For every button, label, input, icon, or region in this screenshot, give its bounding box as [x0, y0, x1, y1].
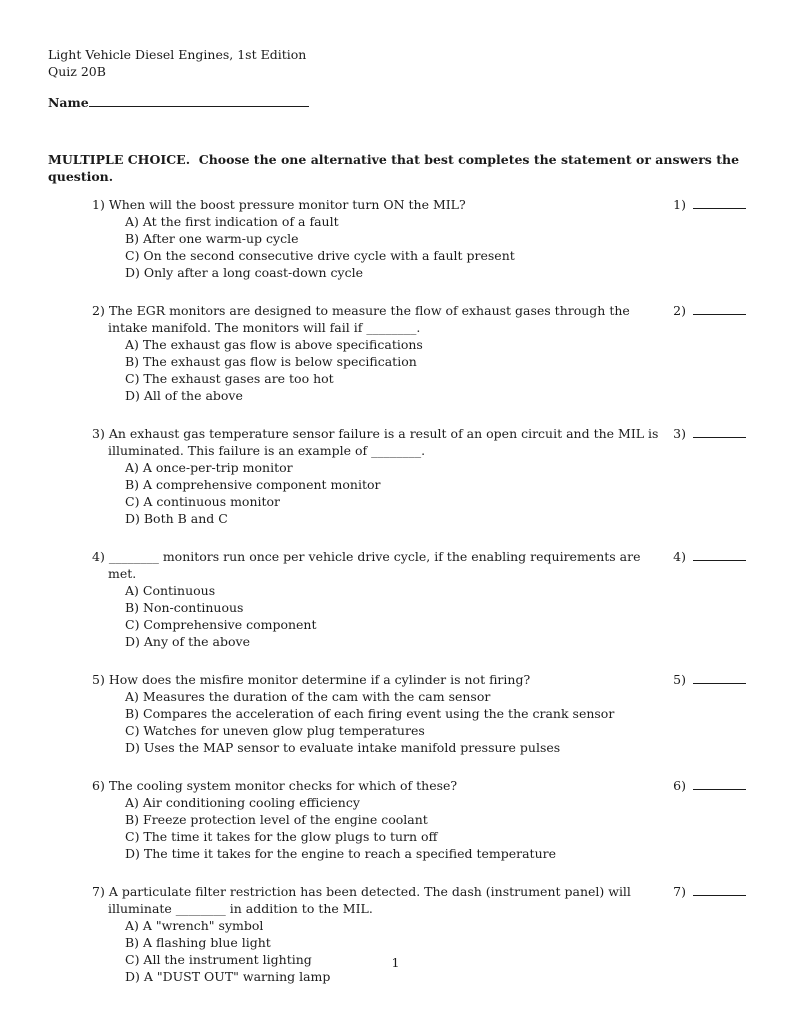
- answer-slot-1: [673, 196, 746, 213]
- question-text: 4) ________ monitors run once per vehicle drive cycle, if the enabling requirements are met.: [92, 549, 641, 581]
- choice-b: B) The exhaust gas flow is below specification: [125, 354, 417, 369]
- instructions: MULTIPLE CHOICE. Choose the one alternative that best completes the statement or answers the question.: [48, 152, 744, 184]
- answer-blank-line: [693, 777, 746, 790]
- answer-blank-line: [693, 671, 746, 684]
- choice-a: A) The exhaust gas flow is above specifications: [125, 337, 423, 352]
- question-text: 2) The EGR monitors are designed to measure the flow of exhaust gases through the intake manifold. The monitors will fail if ________.: [92, 303, 630, 335]
- answer-number: 1): [673, 197, 686, 212]
- choice-b: B) Compares the acceleration of each firing event using the the crank sensor: [125, 706, 615, 721]
- name-blank-line: [89, 94, 309, 107]
- quiz-number: Quiz 20B: [48, 64, 106, 79]
- answer-slot-7: [673, 883, 746, 900]
- choice-d: D) A "DUST OUT" warning lamp: [125, 969, 331, 984]
- choice-c: C) All the instrument lighting: [125, 952, 312, 967]
- choice-b: B) A comprehensive component monitor: [125, 477, 381, 492]
- question-2: [92, 302, 746, 404]
- answer-number: 5): [673, 672, 686, 687]
- question-text: 3) An exhaust gas temperature sensor failure is a result of an open circuit and the MIL is illuminated. This failure is an example of ________.: [92, 426, 659, 458]
- choice-a: A) Measures the duration of the cam with the cam sensor: [125, 689, 491, 704]
- choice-a: A) A "wrench" symbol: [125, 918, 264, 933]
- page-number: 1: [391, 955, 400, 970]
- answer-blank-line: [693, 548, 746, 561]
- choice-c: C) On the second consecutive drive cycle with a fault present: [125, 248, 515, 263]
- choice-a: A) At the first indication of a fault: [125, 214, 339, 229]
- answer-blank-line: [693, 302, 746, 315]
- answer-number: 3): [673, 426, 686, 441]
- question-text: 5) How does the misfire monitor determine if a cylinder is not firing?: [92, 672, 531, 687]
- name-row: [48, 94, 746, 111]
- question-3: [92, 425, 746, 527]
- answer-blank-line: [693, 883, 746, 896]
- choice-c: C) Comprehensive component: [125, 617, 317, 632]
- document-header: [48, 46, 746, 80]
- answer-blank-line: [693, 425, 746, 438]
- choice-d: D) Only after a long coast-down cycle: [125, 265, 363, 280]
- answer-number: 2): [673, 303, 686, 318]
- choice-d: D) Uses the MAP sensor to evaluate intake manifold pressure pulses: [125, 740, 561, 755]
- document-title: Light Vehicle Diesel Engines, 1st Edition: [48, 47, 307, 62]
- name-label: Name: [48, 95, 89, 110]
- question-text: 7) A particulate filter restriction has been detected. The dash (instrument panel) will illuminate ________ in addition to the MIL.: [92, 884, 631, 916]
- choice-a: A) A once-per-trip monitor: [125, 460, 293, 475]
- answer-slot-2: [673, 302, 746, 319]
- choice-b: B) Non-continuous: [125, 600, 244, 615]
- question-4: [92, 548, 746, 650]
- question-number: 1): [92, 197, 105, 212]
- answer-blank-line: [693, 196, 746, 209]
- question-1: [92, 196, 746, 281]
- choice-a: A) Air conditioning cooling efficiency: [125, 795, 360, 810]
- question-number: 6): [92, 778, 105, 793]
- question-5: [92, 671, 746, 756]
- answer-slot-5: [673, 671, 746, 688]
- question-number: 5): [92, 672, 105, 687]
- choice-c: C) The time it takes for the glow plugs to turn off: [125, 829, 438, 844]
- answer-slot-3: [673, 425, 746, 442]
- choice-b: B) Freeze protection level of the engine coolant: [125, 812, 428, 827]
- choice-c: C) Watches for uneven glow plug temperatures: [125, 723, 425, 738]
- question-number: 7): [92, 884, 105, 899]
- choice-d: D) The time it takes for the engine to reach a specified temperature: [125, 846, 556, 861]
- question-number: 2): [92, 303, 105, 318]
- question-list: [92, 196, 746, 985]
- choice-c: C) The exhaust gases are too hot: [125, 371, 334, 386]
- question-6: [92, 777, 746, 862]
- question-number: 3): [92, 426, 105, 441]
- choice-b: B) After one warm-up cycle: [125, 231, 299, 246]
- answer-number: 7): [673, 884, 686, 899]
- choice-a: A) Continuous: [125, 583, 216, 598]
- question-number: 4): [92, 549, 105, 564]
- question-text: 1) When will the boost pressure monitor turn ON the MIL?: [92, 197, 466, 212]
- answer-slot-4: [673, 548, 746, 565]
- choice-d: D) All of the above: [125, 388, 243, 403]
- answer-number: 6): [673, 778, 686, 793]
- choice-c: C) A continuous monitor: [125, 494, 281, 509]
- choice-b: B) A flashing blue light: [125, 935, 271, 950]
- question-text: 6) The cooling system monitor checks for which of these?: [92, 778, 458, 793]
- answer-slot-6: [673, 777, 746, 794]
- answer-number: 4): [673, 549, 686, 564]
- choice-d: D) Any of the above: [125, 634, 250, 649]
- choice-d: D) Both B and C: [125, 511, 228, 526]
